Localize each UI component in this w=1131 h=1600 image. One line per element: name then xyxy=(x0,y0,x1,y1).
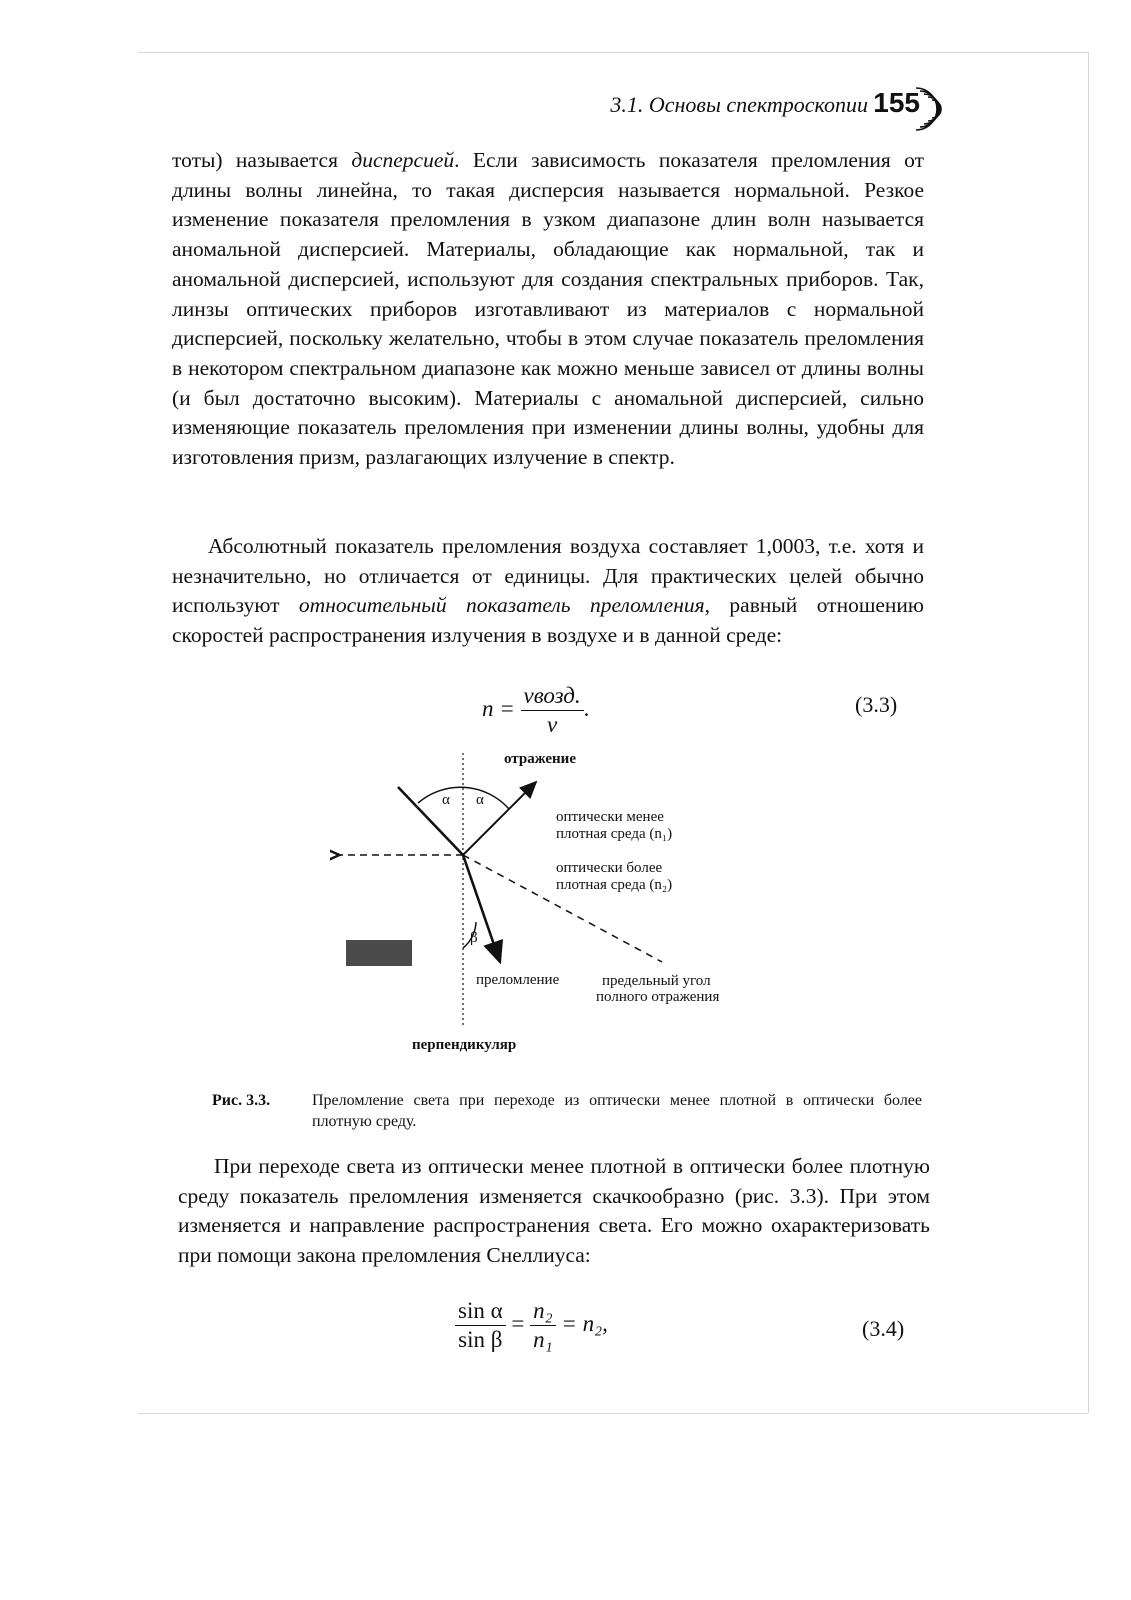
equation-number-3-4: (3.4) xyxy=(862,1316,905,1341)
label-alpha-left: α xyxy=(442,792,450,808)
label-beta: β xyxy=(470,930,478,946)
paragraph-text: тоты) называется xyxy=(172,148,352,172)
label-less-dense-2: плотная среда (n₁) xyxy=(556,826,673,842)
running-header xyxy=(560,84,950,134)
eq-equals: = xyxy=(511,1310,525,1336)
label-alpha-right: α xyxy=(476,792,484,808)
incident-ray xyxy=(398,787,463,855)
page-frame-top xyxy=(138,52,1088,53)
caption-label: Рис. 3.3. xyxy=(212,1092,271,1109)
label-reflection: отражение xyxy=(504,751,576,767)
eq-fraction xyxy=(521,683,584,738)
eq-denominator: v xyxy=(546,712,558,737)
eq-numerator: vвозд. xyxy=(521,683,584,711)
label-more-dense-1: оптически более xyxy=(556,860,663,876)
label-perpendicular: перпендикуляр xyxy=(412,1037,517,1053)
equation-3-3 xyxy=(482,683,589,738)
reflected-ray xyxy=(463,782,536,855)
term-dispersion: дисперсией xyxy=(351,148,455,172)
eq-lhs: n = xyxy=(482,695,515,721)
label-refraction: преломление xyxy=(476,972,560,988)
label-critical-angle-1: предельный угол xyxy=(602,973,711,989)
paragraph-text: Абсолютный показатель преломления воздуха составляет 1,0003, т.е. хотя и незначительно, но отличается от единицы. Для практических целей обычно используют xyxy=(172,534,924,618)
equation-3-4 xyxy=(455,1298,608,1353)
eq-n1: n₁ xyxy=(533,1327,553,1352)
paragraph-text: , равный отношению скоростей распространения излучения в воздухе и в данной среде: xyxy=(172,593,924,648)
eq-fraction-n xyxy=(530,1298,556,1353)
section-title: 3.1. Основы спектроскопии xyxy=(610,92,868,117)
page-number: 155 xyxy=(873,87,920,118)
page-frame-bottom xyxy=(138,1413,1088,1414)
eq-n2: n₂ xyxy=(530,1298,556,1326)
term-relative-index: относительный показатель преломления xyxy=(298,593,705,618)
scan-artifact xyxy=(346,940,412,966)
eq-fraction-sin xyxy=(455,1298,506,1353)
refracted-ray xyxy=(463,855,500,962)
paragraph-relative-index xyxy=(172,532,924,651)
eq-sin-beta: sin β xyxy=(458,1327,503,1352)
page-frame-right xyxy=(1088,52,1089,1413)
refraction-figure xyxy=(330,750,770,1075)
paragraph-dispersion xyxy=(172,146,924,473)
label-less-dense-1: оптически менее xyxy=(556,809,664,825)
label-critical-angle-2: полного отражения xyxy=(596,989,720,1005)
caption-text: Преломление света при переходе из оптически менее плотной в оптически более плотную среду. xyxy=(312,1092,922,1130)
paragraph-snell: При переходе света из оптически менее плотной в оптически более плотную среду показатель преломления изменяется скачкообразно (рис. 3.3). При этом изменяется и направление распространения света. Его можно охарактеризовать при помощи закона преломления Снеллиуса: xyxy=(178,1154,930,1268)
label-more-dense-2: плотная среда (n₂) xyxy=(556,877,673,893)
swirl-ornament-icon xyxy=(912,84,950,134)
eq-sin-alpha: sin α xyxy=(455,1298,506,1326)
eq-trailing: . xyxy=(583,695,590,721)
refraction-diagram xyxy=(330,750,770,1075)
paragraph-text: . Если зависимость показателя преломления от длины волны линейна, то такая дисперсия называется нормальной. Резкое изменение показателя преломления в узком диапазоне длин волн называется аномальной дисперсией. Материалы, обладающие как нормальной, так и аномальной дисперсией, используют для создания спектральных приборов. Так, линзы оптических приборов изготавливают из материалов с нормальной дисперсией, поскольку желательно, чтобы в этом случае показатель преломления в некотором спектральном диапазоне как можно меньше зависел от длины волны (и был достаточно высоким). Материалы с аномальной дисперсией, сильно изменяющие показатель преломления при изменении длины волны, удобны для изготовления призм, разлагающих излучение в спектр. xyxy=(172,148,924,470)
equation-number-3-3: (3.3) xyxy=(855,692,898,717)
eq-rhs: = n₂, xyxy=(561,1310,608,1336)
